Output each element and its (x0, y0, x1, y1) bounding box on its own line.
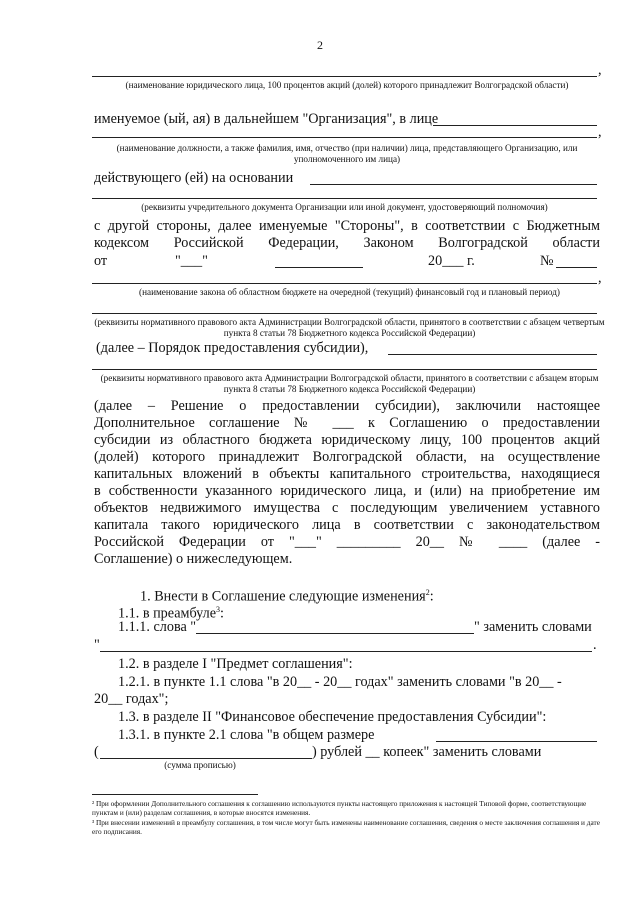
line-acting: действующего (ей) на основании (94, 170, 294, 186)
paragraph-last: Соглашение) о нижеследующем. (94, 551, 293, 567)
line-order: (далее – Порядок предоставления субсидии), (96, 340, 369, 356)
number-line[interactable] (556, 267, 597, 268)
item-1-2-1-cont: 20__ годах"; (94, 691, 169, 707)
paragraph-line: капитальных вложений в объекты капитального строительства, находящиеся (94, 466, 600, 482)
item-1-3: 1.3. в разделе II "Финансовое обеспечение предоставления Субсидии": (118, 709, 547, 725)
year-label: 20___ г. (428, 253, 475, 269)
new-words-line[interactable] (100, 651, 592, 652)
item-1: 1. Внести в Соглашение следующие изменения$^2$: (140, 588, 434, 605)
footnote-3: ³ При внесении изменений в преамбулу соглашения, в том числе могут быть изменены наименование соглашения, сведения о месте заключения соглашения и дате его подписания. (92, 818, 600, 836)
number-label: № (540, 253, 554, 269)
amount-words-line[interactable] (100, 758, 312, 759)
word: Законом (363, 235, 414, 251)
law-line[interactable] (92, 283, 597, 284)
representative-line-2[interactable] (92, 137, 597, 138)
basis-line[interactable] (310, 184, 597, 185)
item-1-3-1: 1.3.1. в пункте 2.1 слова "в общем размере (118, 727, 375, 743)
amount-paren-open: ( (94, 744, 99, 760)
order-line[interactable] (388, 354, 597, 355)
act2-line[interactable] (92, 369, 597, 370)
paragraph-line: Дополнительное соглашение № ___ к Соглашению о предоставлении (94, 415, 600, 431)
basis-line-2[interactable] (92, 198, 597, 199)
item-1-text: 1. Внести в Соглашение следующие изменения (140, 588, 426, 605)
caption-org: (наименование юридического лица, 100 процентов акций (долей) которого принадлежит Волгоградской области) (125, 80, 569, 90)
page-number: 2 (317, 38, 323, 52)
org-name-line[interactable] (92, 76, 597, 77)
item-1-3-1-cont-end: ) рублей __ копеек" заменить словами (312, 744, 542, 760)
caption-law: (наименование закона об областном бюджете на очередной (текущий) финансовый год и плановый период) (139, 287, 560, 297)
footnote-2: ² При оформлении Дополнительного соглашения к соглашению используются пункты настоящего приложения к настоящей Типовой форме, соответствующие пунктам и (или) разделам соглашения, в которые вносятся изменения. (92, 799, 587, 817)
date-quote: "___" (175, 253, 208, 269)
paragraph-line: субсидии из областного бюджета юридическому лицу, 100 процентов акций (94, 432, 600, 448)
line-code (94, 235, 600, 252)
footnote-separator (92, 794, 258, 795)
line-named: именуемое (ый, ая) в дальнейшем "Организация", в лице (94, 111, 439, 127)
word: области (552, 235, 600, 251)
line-other-side: с другой стороны, далее именуемые "Стороны", в соответствии с Бюджетным (94, 218, 600, 234)
word: Российской (173, 235, 244, 251)
from-label: от (94, 253, 108, 269)
representative-line[interactable] (433, 125, 597, 126)
paragraph-line: объектов недвижимого имущества с последующим увеличением уставного (94, 500, 600, 516)
item-1-1-text: 1.1. в преамбуле (118, 605, 217, 622)
item-1-2-1: 1.2.1. в пункте 1.1 слова "в 20__ - 20__ годах" заменить словами "в 20__ - (118, 674, 562, 690)
paragraph-line: (долей) которого принадлежит Волгоградской области, на осуществление (94, 449, 600, 465)
paragraph-line: Российской Федерации от "___" _________ 20__ № ____ (далее - (94, 534, 600, 550)
item-1-1-1-end: " заменить словами (474, 619, 592, 635)
word: Федерации, (268, 235, 339, 251)
item-1-2: 1.2. в разделе I "Предмет соглашения": (118, 656, 353, 672)
word: кодексом (94, 235, 150, 251)
act1-line[interactable] (92, 313, 597, 314)
word: Волгоградской (438, 235, 528, 251)
amount-line[interactable] (436, 741, 597, 742)
caption-act1: (реквизиты нормативного правового акта Администрации Волгоградской области, принятого в соответствии с абзацем четвертым пункта 8 статьи 78 Бюджетного кодекса Российской Федерации) (94, 317, 605, 338)
old-words-line[interactable] (196, 633, 474, 634)
open-quote: " (94, 637, 100, 653)
caption-sum: (сумма прописью) (164, 760, 236, 770)
footnote-ref-3[interactable]: 3 (216, 605, 221, 614)
caption-act2: (реквизиты нормативного правового акта Администрации Волгоградской области, принятого в соответствии с абзацем вторым пункта 8 статьи 78 Бюджетного кодекса Российской Федерации) (100, 373, 599, 394)
paragraph-line: (далее – Решение о предоставлении субсидии), заключили настоящее (94, 398, 600, 414)
comma: , (598, 62, 602, 78)
item-1-1: 1.1. в преамбуле$^3$: (118, 605, 224, 622)
item-1-1-1-start: 1.1.1. слова " (118, 619, 197, 635)
paragraph-line: капитала такого юридического лица в соответствии с законодательством (94, 517, 600, 533)
footnote-ref-2[interactable]: 2 (425, 588, 430, 597)
date-month-line[interactable] (275, 267, 363, 268)
caption-position: (наименование должности, а также фамилия, имя, отчество (при наличии) лица, представляющего Организацию, или уполномоченного им лица) (116, 143, 578, 164)
closing-mark: . (593, 637, 597, 653)
comma: , (598, 270, 602, 286)
caption-requisites: (реквизиты учредительного документа Организации или иной документ, удостоверяющий полномочия) (141, 202, 548, 212)
paragraph-line: в собственности указанного юридического лица, и (или) на приобретение им (94, 483, 600, 499)
comma: , (598, 124, 602, 140)
